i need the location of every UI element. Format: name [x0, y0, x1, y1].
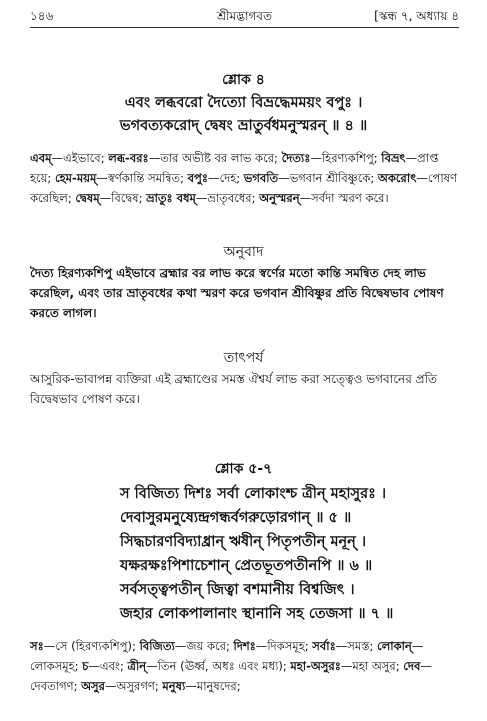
running-header [30, 8, 459, 26]
synonym-meaning: —সমস্ত; [335, 639, 378, 653]
synonym-word: দিশঃ [233, 639, 256, 653]
verse-4-line-1: এবং লব্ধবরো দৈত্যো বিভ্রদ্ধেমময়ং বপুঃ । [124, 95, 363, 111]
translation-heading: অনুবাদ [223, 244, 264, 260]
purport-heading: তাৎপর্য [223, 350, 264, 366]
synonym-word: অকরোৎ [377, 171, 417, 185]
synonym-meaning: —লোকসমূহ; [30, 639, 424, 673]
synonym-meaning: —হিরণ্যকশিপু; [310, 151, 382, 165]
page-number: ১৪৬ [30, 9, 54, 23]
chapter-reference: [স্কন্ধ ৭, অধ্যায় ৪ [374, 9, 459, 23]
synonym-meaning: —ভগবান শ্রীবিষ্ণুকে; [278, 171, 378, 185]
synonym-word: দেব [403, 659, 421, 673]
synonym-meaning: —সে (হিরণ্যকশিপু); [43, 639, 140, 653]
synonym-word: এবম্ [30, 151, 52, 165]
purport-text: আসুরিক-ভাবাপন্ন ব্যক্তিরা এই ব্রহ্মাণ্ডের সমস্ত ঐশ্বর্য লাভ করা সত্ত্বেও ভগবানের প্রতি বিদ্বেষভাব পোষণ করে। [30, 372, 438, 406]
synonym-word: লোকান্ [377, 639, 412, 653]
synonym-meaning: —অসুরগণ; [104, 679, 163, 693]
verse-4-synonyms [30, 148, 459, 208]
synonym-word: ত্রীন্ [127, 659, 147, 673]
synonym-meaning: —তার অভীষ্ট বর লাভ করে; [148, 151, 282, 165]
header-rule [30, 27, 459, 28]
synonym-word: চ [82, 659, 89, 673]
verse-4-heading: শ্লোক ৪ [222, 72, 265, 88]
synonym-word: দৈত্যঃ [281, 151, 311, 165]
synonym-meaning: —দিকসমূহ; [255, 639, 313, 653]
synonym-word: বিজিত্য [139, 639, 175, 653]
synonym-meaning: —ভ্রাতৃবধের; [195, 191, 260, 205]
synonym-meaning: —বিদ্বেষ; [99, 191, 147, 205]
synonym-meaning: —এইভাবে; [51, 151, 109, 165]
synonym-meaning: —দেহ; [207, 171, 244, 185]
synonym-meaning: —তিন (ঊর্ধ্ব, অধঃ এবং মধ্য); [146, 659, 291, 673]
verse-5-7-heading: শ্লোক ৫-৭ [214, 461, 273, 477]
synonym-meaning: —দেবতাগণ; [30, 659, 432, 693]
synonym-meaning: —পোষণ করেছিল; [30, 171, 457, 205]
translation-text: দৈত্য হিরণ্যকশিপু এইভাবে ব্রহ্মার বর লাভ করে স্বর্ণের মতো কান্তি সমন্বিত দেহ লাভ করেছিল, এবং তার ভ্রাতৃবধের কথা স্মরণ করে ভগবান শ্রীবিষ্ণুর প্রতি বিদ্বেষভাব পোষণ করতে লাগল। [30, 266, 444, 320]
synonym-word: মনুষ্য [162, 679, 186, 693]
verse-5-7-line-1: স বিজিত্য দিশঃ সর্বা লোকাংশ্চ ত্রীন্ মহাসুরঃ । [120, 486, 387, 502]
verse-5-7-line-3: সিদ্ধচারণবিদ্যাধ্রান্ ঋষীন্ পিতৃপতীন্ মনূন্ । [120, 534, 367, 550]
verse-4-line-2: ভগবত্যকরোদ্ দ্বেষং ভ্রাতুর্বধমনুস্মরন্ ॥ ৪ ॥ [119, 118, 368, 134]
synonym-word: বপুঃ [187, 171, 208, 185]
verse-5-7-line-6: জহার লোকপালানাং স্থানানি সহ তেজসা ॥ ৭ ॥ [120, 606, 394, 622]
synonym-word: মহা-অসুরঃ [290, 659, 341, 673]
synonym-meaning: —এবং; [88, 659, 128, 673]
synonym-word: অসুর [81, 679, 105, 693]
synonym-word: ভ্রাতুঃ বধম্ [146, 191, 196, 205]
synonym-word: সঃ [30, 639, 44, 653]
synonym-word: ভগবতি [243, 171, 279, 185]
verse-5-7-line-4: যক্ষরক্ষঃপিশাচেশান্ প্রেতভূতপতীনপি ॥ ৬ ॥ [120, 558, 373, 574]
verse-5-7-line-5: সর্বসত্ত্বপতীন্ জিত্বা বশমানীয় বিশ্বজিৎ । [120, 582, 355, 598]
synonym-word: লব্ধ-বরঃ [108, 151, 149, 165]
synonym-meaning: —মহা অসুর; [340, 659, 404, 673]
synonym-meaning: —মানুষদের; [185, 679, 241, 693]
synonym-word: অনুস্মরন্ [259, 191, 300, 205]
book-title: শ্রীমদ্ভাগবত [216, 9, 272, 23]
synonym-word: বিভ্রৎ [381, 151, 406, 165]
synonym-word: দ্বেষম্ [75, 191, 100, 205]
synonym-word: সর্বাঃ [312, 639, 336, 653]
synonym-meaning: —প্রাপ্ত হয়ে; [30, 151, 439, 185]
verse-5-7-line-2: দেবাসুরমনুষ্যেন্দ্রগন্ধর্বগরুড়োরগান্ ॥ ৫ ॥ [120, 510, 352, 526]
synonym-word: হেম-ময়ম্ [54, 171, 97, 185]
verse-5-7-synonyms [30, 636, 459, 696]
synonym-meaning: —জয় করে; [174, 639, 234, 653]
synonym-meaning: —সর্বদা স্মরণ করে। [299, 191, 389, 205]
synonym-meaning: —স্বর্ণকান্তি সমন্বিত; [96, 171, 188, 185]
